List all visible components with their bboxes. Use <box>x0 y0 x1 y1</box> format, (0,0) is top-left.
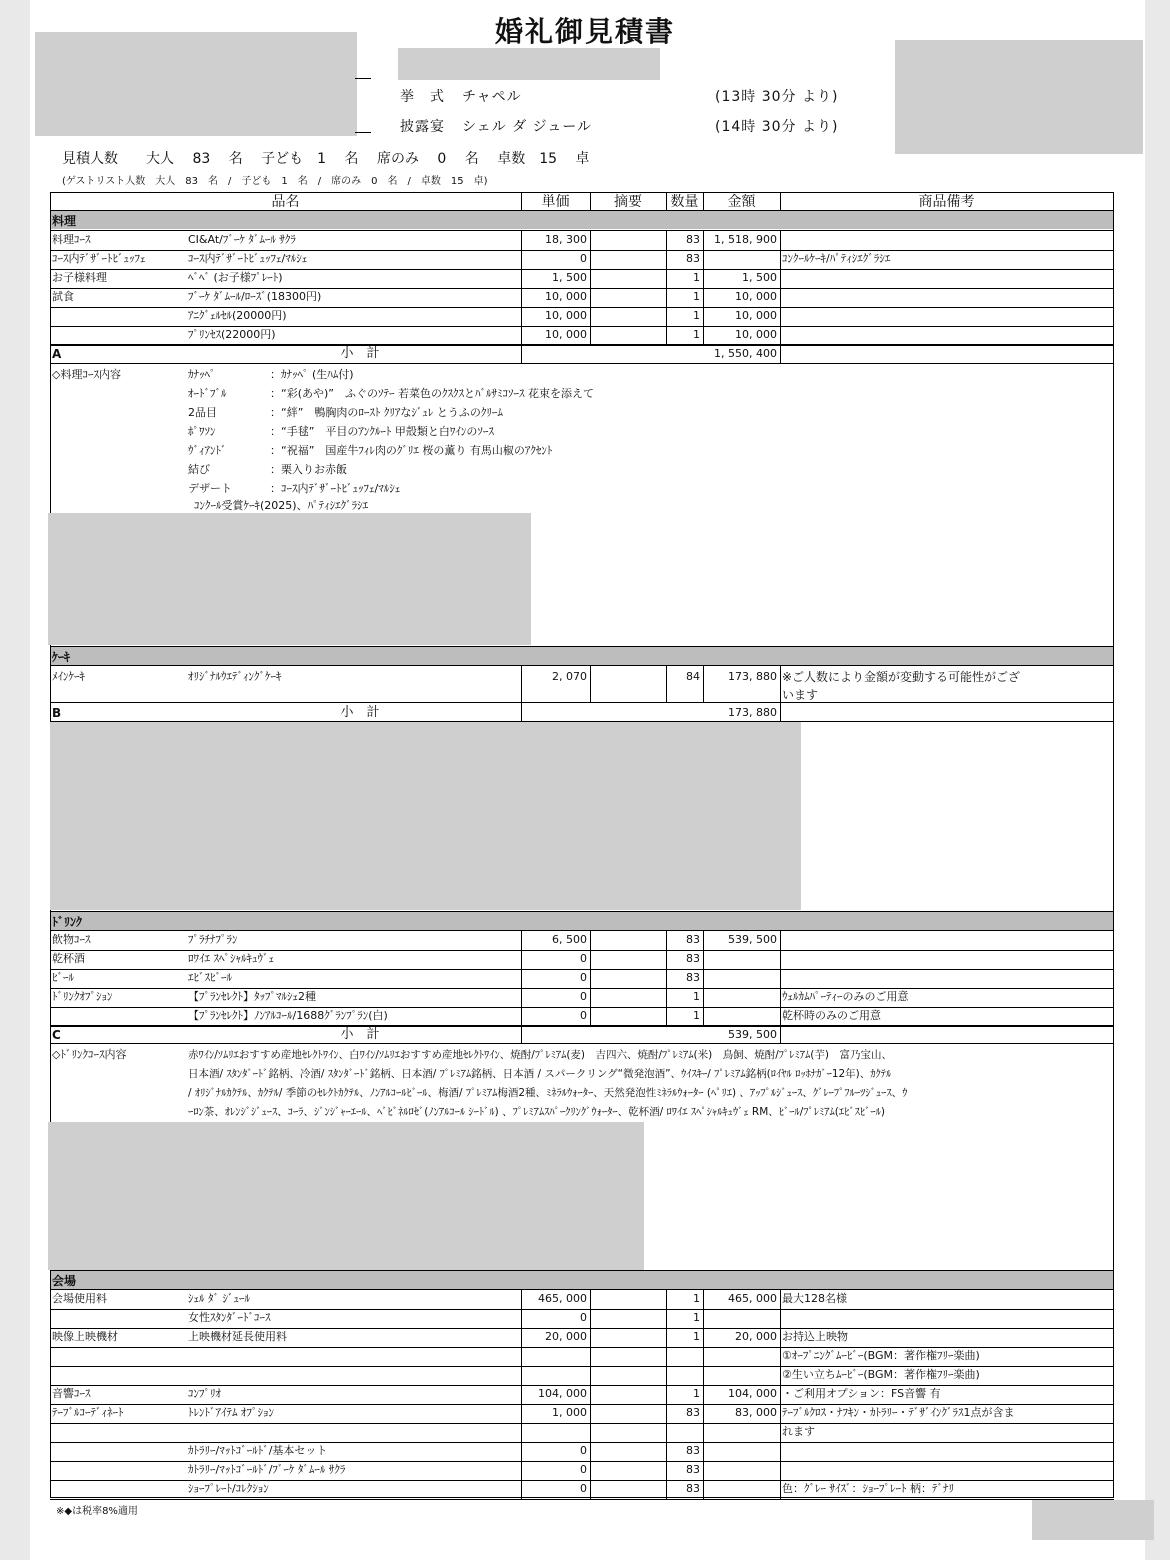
row-remarks: お持込上映物 <box>782 1330 848 1343</box>
drink-course-line: 赤ﾜｲﾝ/ｿﾑﾘｴおすすめ産地ｾﾚｸﾄﾜｲﾝ、白ﾜｲﾝ/ｿﾑﾘｴおすすめ産地ｾﾚｸﾄﾜｲﾝ、焼酎/ﾌﾟﾚﾐｱﾑ(麦) 吉四六、焼酎/ﾌﾟﾚﾐｱﾑ(米) 鳥飼、焼酎/ﾌﾟﾚﾐｱﾑ(芋) 富乃宝山、 <box>188 1049 892 1061</box>
row-unit-price: 0 <box>580 1009 587 1022</box>
row-amount: 1, 518, 900 <box>714 233 777 246</box>
row-category: 映像上映機材 <box>52 1330 118 1343</box>
row-remarks: ・ご利用オプション：FS音響 有 <box>782 1387 941 1400</box>
row-item: ﾌﾟﾘﾝｾｽ(22000円) <box>188 328 276 341</box>
cake-note: ※ご人数により金額が変動する可能性がござ <box>782 670 1021 684</box>
row-unit-price: 1, 500 <box>552 271 587 284</box>
course-dish-detail: ：“祝福” 国産牛ﾌｨﾚ肉のｸﾞﾘｴ 桜の薫り 有馬山椒のｱｸｾﾝﾄ <box>270 444 553 457</box>
row-remarks: 色：ｸﾞﾚｰ ｻｲｽﾞ：ｼｮｰﾌﾟﾚｰﾄ 柄：ﾃﾞﾅﾘ <box>782 1482 954 1495</box>
reception-label: 披露宴 <box>400 119 445 135</box>
row-item: ﾍﾞﾍﾞ (お子様ﾌﾟﾚｰﾄ) <box>188 271 283 284</box>
row-qty: 1 <box>693 271 700 284</box>
row-qty: 83 <box>686 933 700 946</box>
section-drink: ﾄﾞﾘﾝｸ <box>52 915 83 929</box>
subtotal-label-a: 小 計 <box>340 346 380 361</box>
section-cake: ｹｰｷ <box>52 650 71 664</box>
row-remarks: 乾杯時のみのご用意 <box>782 1009 881 1022</box>
row-amount: 10, 000 <box>735 290 777 303</box>
row-item: 【ﾌﾟﾗﾝｾﾚｸﾄ】ﾀｯﾌﾟﾏﾙｼｪ2種 <box>188 990 316 1003</box>
row-category: ﾋﾞｰﾙ <box>52 971 74 984</box>
row-unit-price: 465, 000 <box>538 1292 587 1305</box>
subtotal-amount-c: 539, 500 <box>728 1028 777 1041</box>
row-amount: 465, 000 <box>728 1292 777 1305</box>
row-unit-price: 0 <box>580 1463 587 1476</box>
row-item: 【ﾌﾟﾗﾝｾﾚｸﾄ】ﾉﾝｱﾙｺｰﾙ/1688ｸﾞﾗﾝﾌﾟﾗﾝ(白) <box>188 1009 388 1022</box>
course-dish-label: ﾎﾟﾜｿﾝ <box>188 425 216 438</box>
row-qty: 83 <box>686 1482 700 1495</box>
row-category: 音響ｺｰｽ <box>52 1387 91 1400</box>
column-header-unit-price: 単価 <box>541 194 570 210</box>
row-item: CI&At/ﾌﾞｰｹ ﾀﾞﾑｰﾙ ｻｸﾗ <box>188 233 296 246</box>
subtotal-amount-a: 1, 550, 400 <box>714 347 777 360</box>
ceremony-label: 挙 式 <box>400 89 445 105</box>
cake-amount: 173, 880 <box>728 670 777 683</box>
row-remarks: ｺﾝｸｰﾙｹｰｷ/ﾊﾟﾃｨｼｴｸﾞﾗｼｴ <box>782 252 891 265</box>
section-food: 料理 <box>52 214 77 228</box>
row-item: ｼｪﾙ ﾀﾞ ｼﾞｭｰﾙ <box>188 1292 250 1305</box>
row-qty: 83 <box>686 1463 700 1476</box>
drink-course-label: ◇ﾄﾞﾘﾝｸｺｰｽ内容 <box>52 1048 127 1061</box>
row-category: ﾄﾞﾘﾝｸｵﾌﾟｼｮﾝ <box>52 990 113 1003</box>
cake-price: 2, 070 <box>552 670 587 683</box>
course-dish-label: 2品目 <box>188 406 217 419</box>
cake-qty: 84 <box>686 670 700 683</box>
course-dish-detail: ：“彩(あや)” ふぐのｿﾃｰ 若菜色のｸｽｸｽとﾊﾞﾙｻﾐｺｿｰｽ 花束を添えて <box>270 387 594 400</box>
course-dish-detail: ：“絆” 鴨胸肉のﾛｰｽﾄ ｸﾘｱなｼﾞｭﾚ とうふのｸﾘｰﾑ <box>270 406 503 419</box>
redacted-block <box>50 722 801 910</box>
course-dish-label: ｳﾞｨｱﾝﾄﾞ <box>188 444 227 457</box>
row-item: ﾌﾟﾗﾁﾅﾌﾟﾗﾝ <box>188 933 238 946</box>
course-dish-label: ｵｰﾄﾞﾌﾞﾙ <box>188 387 227 400</box>
row-category: 飲物ｺｰｽ <box>52 933 91 946</box>
row-amount: 539, 500 <box>728 933 777 946</box>
row-remarks: ｳｪﾙｶﾑﾊﾟｰﾃｨｰのみのご用意 <box>782 990 909 1003</box>
row-item: ｶﾄﾗﾘｰ/ﾏｯﾄｺﾞｰﾙﾄﾞ/ﾌﾞｰｹ ﾀﾞﾑｰﾙ ｻｸﾗ <box>188 1463 346 1476</box>
row-item: ｺｰｽ内ﾃﾞｻﾞｰﾄﾋﾞｭｯﾌｪ/ﾏﾙｼｪ <box>188 252 308 265</box>
column-header-remarks: 商品備考 <box>918 194 975 210</box>
redacted-block <box>895 40 1143 154</box>
row-qty: 1 <box>693 1387 700 1400</box>
row-category: 試食 <box>52 290 74 303</box>
subtotal-label-b: 小 計 <box>340 705 380 720</box>
reception-venue: シェル ダ ジュール <box>462 119 593 135</box>
row-unit-price: 18, 300 <box>545 233 587 246</box>
row-remarks: ﾃｰﾌﾞﾙｸﾛｽ・ﾅﾌｷﾝ・ｶﾄﾗﾘｰ・ﾃﾞｻﾞｲﾝｸﾞﾗｽ1点が含ま <box>782 1406 1015 1419</box>
course-dish-detail: ：“手毬” 平目のｱﾝｸﾙｰﾄ 甲殻類と白ﾜｲﾝのｿｰｽ <box>270 425 494 438</box>
course-dish-label: ｶﾅｯﾍﾟ <box>188 368 216 381</box>
course-extra: ｺﾝｸｰﾙ受賞ｹｰｷ(2025)、ﾊﾟﾃｨｼｴｸﾞﾗｼｴ <box>194 499 369 512</box>
redacted-block <box>35 32 357 136</box>
row-category: ﾃｰﾌﾞﾙｺｰﾃﾞｨﾈｰﾄ <box>52 1406 124 1419</box>
row-amount: 83, 000 <box>735 1406 777 1419</box>
drink-course-line: 日本酒/ ｽﾀﾝﾀﾞｰﾄﾞ銘柄、冷酒/ ｽﾀﾝﾀﾞｰﾄﾞ銘柄、日本酒/ ﾌﾟﾚﾐｱﾑ銘柄、日本酒 / スパークリング“微発泡酒”、ｳｲｽｷｰ/ ﾌﾟﾚﾐｱﾑ銘柄(ﾛｲﾔﾙ ﾛｯﾎﾅｶﾞｰ12年)、ｶｸﾃﾙ <box>188 1068 892 1080</box>
row-item: ﾛﾜｲｴ ｽﾍﾟｼｬﾙｷｭｳﾞｪ <box>188 952 274 965</box>
row-unit-price: 20, 000 <box>545 1330 587 1343</box>
subtotal-amount-b: 173, 880 <box>728 706 777 719</box>
row-category: お子様料理 <box>52 271 107 284</box>
document-title: 婚礼御見積書 <box>494 15 675 48</box>
row-unit-price: 1, 000 <box>552 1406 587 1419</box>
row-unit-price: 6, 500 <box>552 933 587 946</box>
row-item: ｼｮｰﾌﾟﾚｰﾄ/ｺﾚｸｼｮﾝ <box>188 1482 269 1495</box>
course-dish-detail: ：ｺｰｽ内ﾃﾞｻﾞｰﾄﾋﾞｭｯﾌｪ/ﾏﾙｼｪ <box>270 482 401 495</box>
row-unit-price: 10, 000 <box>545 290 587 303</box>
column-header-qty: 数量 <box>670 194 699 210</box>
row-qty: 1 <box>693 1292 700 1305</box>
row-qty: 1 <box>693 1330 700 1343</box>
row-category: ｺｰｽ内ﾃﾞｻﾞｰﾄﾋﾞｭｯﾌｪ <box>52 252 146 265</box>
row-unit-price: 0 <box>580 971 587 984</box>
row-qty: 1 <box>693 309 700 322</box>
redacted-block <box>48 1122 644 1270</box>
row-qty: 83 <box>686 952 700 965</box>
row-qty: 1 <box>693 1009 700 1022</box>
row-remarks: ①ｵｰﾌﾟﾆﾝｸﾞﾑｰﾋﾞｰ(BGM：著作権ﾌﾘｰ楽曲) <box>782 1349 980 1362</box>
row-qty: 1 <box>693 1311 700 1324</box>
subtotal-letter-b: B <box>52 706 62 720</box>
subtotal-letter-a: A <box>52 347 62 361</box>
row-remarks: ②生い立ちﾑｰﾋﾞｰ(BGM：著作権ﾌﾘｰ楽曲) <box>782 1368 980 1381</box>
row-item: 女性ｽﾀﾝﾀﾞｰﾄﾞｺｰｽ <box>188 1311 271 1324</box>
course-dish-detail: ：栗入りお赤飯 <box>270 463 347 476</box>
drink-course-line: / ｵﾘｼﾞﾅﾙｶｸﾃﾙ、ｶｸﾃﾙ/ 季節のｾﾚｸﾄｶｸﾃﾙ、ﾉﾝｱﾙｺｰﾙﾋﾞｰﾙ、梅酒/ ﾌﾟﾚﾐｱﾑ梅酒2種、ﾐﾈﾗﾙｳｫｰﾀｰ、天然発泡性ﾐﾈﾗﾙｳｫｰﾀｰ (ﾍﾟﾘｴ) 、ｱｯﾌﾟﾙｼﾞｭｰｽ、ｸﾞﾚｰﾌﾟﾌﾙｰﾂｼﾞｭｰｽ、ｳ <box>188 1087 908 1099</box>
row-qty: 1 <box>693 290 700 303</box>
course-dish-detail: ：ｶﾅｯﾍﾟ (生ﾊﾑ付) <box>270 368 354 381</box>
subtotal-label-c: 小 計 <box>340 1027 380 1042</box>
drink-course-line: ｰﾛﾝ茶、ｵﾚﾝｼﾞｼﾞｭｰｽ、ｺｰﾗ、ｼﾞﾝｼﾞｬｰｴｰﾙ、ﾍﾞﾋﾞﾈﾙﾛｾﾞ(ﾉﾝｱﾙｺｰﾙ ｼｰﾄﾞﾙ) 、ﾌﾟﾚﾐｱﾑｽﾊﾟｰｸﾘﾝｸﾞｳｫｰﾀｰ、乾杯酒/ ﾛﾜｲｴ ｽﾍﾟｼｬﾙｷｭｳﾞｪ RM、ﾋﾞｰﾙ/ﾌﾟﾚﾐｱﾑ(ｴﾋﾞｽﾋﾞｰﾙ) <box>188 1106 886 1118</box>
guest-count-summary: 見積人数 大人 83 名 子ども 1 名 席のみ 0 名 卓数 15 卓 <box>62 151 590 167</box>
row-amount: 10, 000 <box>735 309 777 322</box>
reception-time: (14時 30分 より) <box>715 119 839 135</box>
row-unit-price: 0 <box>580 1311 587 1324</box>
row-amount: 20, 000 <box>735 1330 777 1343</box>
row-category: 料理ｺｰｽ <box>52 233 91 246</box>
redacted-block <box>398 48 660 80</box>
tax-footnote: ※◆は税率8%適用 <box>56 1506 138 1517</box>
row-category: 乾杯酒 <box>52 952 85 965</box>
row-item: ｶﾄﾗﾘｰ/ﾏｯﾄｺﾞｰﾙﾄﾞ/基本セット <box>188 1444 328 1457</box>
cake-note-cont: います <box>782 688 819 702</box>
row-unit-price: 0 <box>580 1482 587 1495</box>
row-category: 会場使用料 <box>52 1292 107 1305</box>
column-header-name: 品名 <box>271 194 300 210</box>
row-amount: 104, 000 <box>728 1387 777 1400</box>
row-amount: 1, 500 <box>742 271 777 284</box>
row-unit-price: 0 <box>580 1444 587 1457</box>
section-venue: 会場 <box>52 1274 77 1288</box>
row-qty: 1 <box>693 990 700 1003</box>
row-item: ﾌﾞｰｹ ﾀﾞﾑｰﾙ/ﾛｰｽﾞ(18300円) <box>188 290 322 303</box>
course-dish-label: 結び <box>188 463 210 476</box>
row-item: ｺﾝﾌﾟﾘｵ <box>188 1387 221 1400</box>
row-unit-price: 0 <box>580 990 587 1003</box>
guest-list-summary: (ゲストリスト人数 大人 83 名 / 子ども 1 名 / 席のみ 0 名 / 卓数 15 卓) <box>62 176 488 187</box>
row-qty: 83 <box>686 1444 700 1457</box>
row-amount: 10, 000 <box>735 328 777 341</box>
row-unit-price: 10, 000 <box>545 328 587 341</box>
row-unit-price: 0 <box>580 252 587 265</box>
cake-item: ｵﾘｼﾞﾅﾙｳｴﾃﾞｨﾝｸﾞｹｰｷ <box>188 670 282 683</box>
row-qty: 83 <box>686 971 700 984</box>
row-qty: 1 <box>693 328 700 341</box>
row-unit-price: 104, 000 <box>538 1387 587 1400</box>
ceremony-time: (13時 30分 より) <box>715 89 839 105</box>
ceremony-venue: チャペル <box>462 89 522 105</box>
row-item: ｴﾋﾞｽﾋﾞｰﾙ <box>188 971 232 984</box>
course-dish-label: デザート <box>188 482 232 495</box>
row-item: ｱﾆｸﾞｪﾙｾﾙ(20000円) <box>188 309 287 322</box>
row-item: ﾄﾚﾝﾄﾞｱｲﾃﾑ ｵﾌﾟｼｮﾝ <box>188 1406 274 1419</box>
row-unit-price: 0 <box>580 952 587 965</box>
row-qty: 83 <box>686 233 700 246</box>
redacted-block <box>1032 1500 1154 1540</box>
row-remarks: れます <box>782 1425 815 1438</box>
column-header-amount: 金額 <box>727 194 756 210</box>
redacted-block <box>48 513 531 645</box>
column-header-summary: 摘要 <box>614 194 642 210</box>
row-unit-price: 10, 000 <box>545 309 587 322</box>
row-remarks: 最大128名様 <box>782 1292 847 1305</box>
subtotal-letter-c: C <box>52 1028 61 1042</box>
cake-category: ﾒｲﾝｹｰｷ <box>52 670 85 683</box>
row-item: 上映機材延長使用料 <box>188 1330 287 1343</box>
row-qty: 83 <box>686 1406 700 1419</box>
row-qty: 83 <box>686 252 700 265</box>
course-content-label: ◇料理ｺｰｽ内容 <box>52 368 121 381</box>
